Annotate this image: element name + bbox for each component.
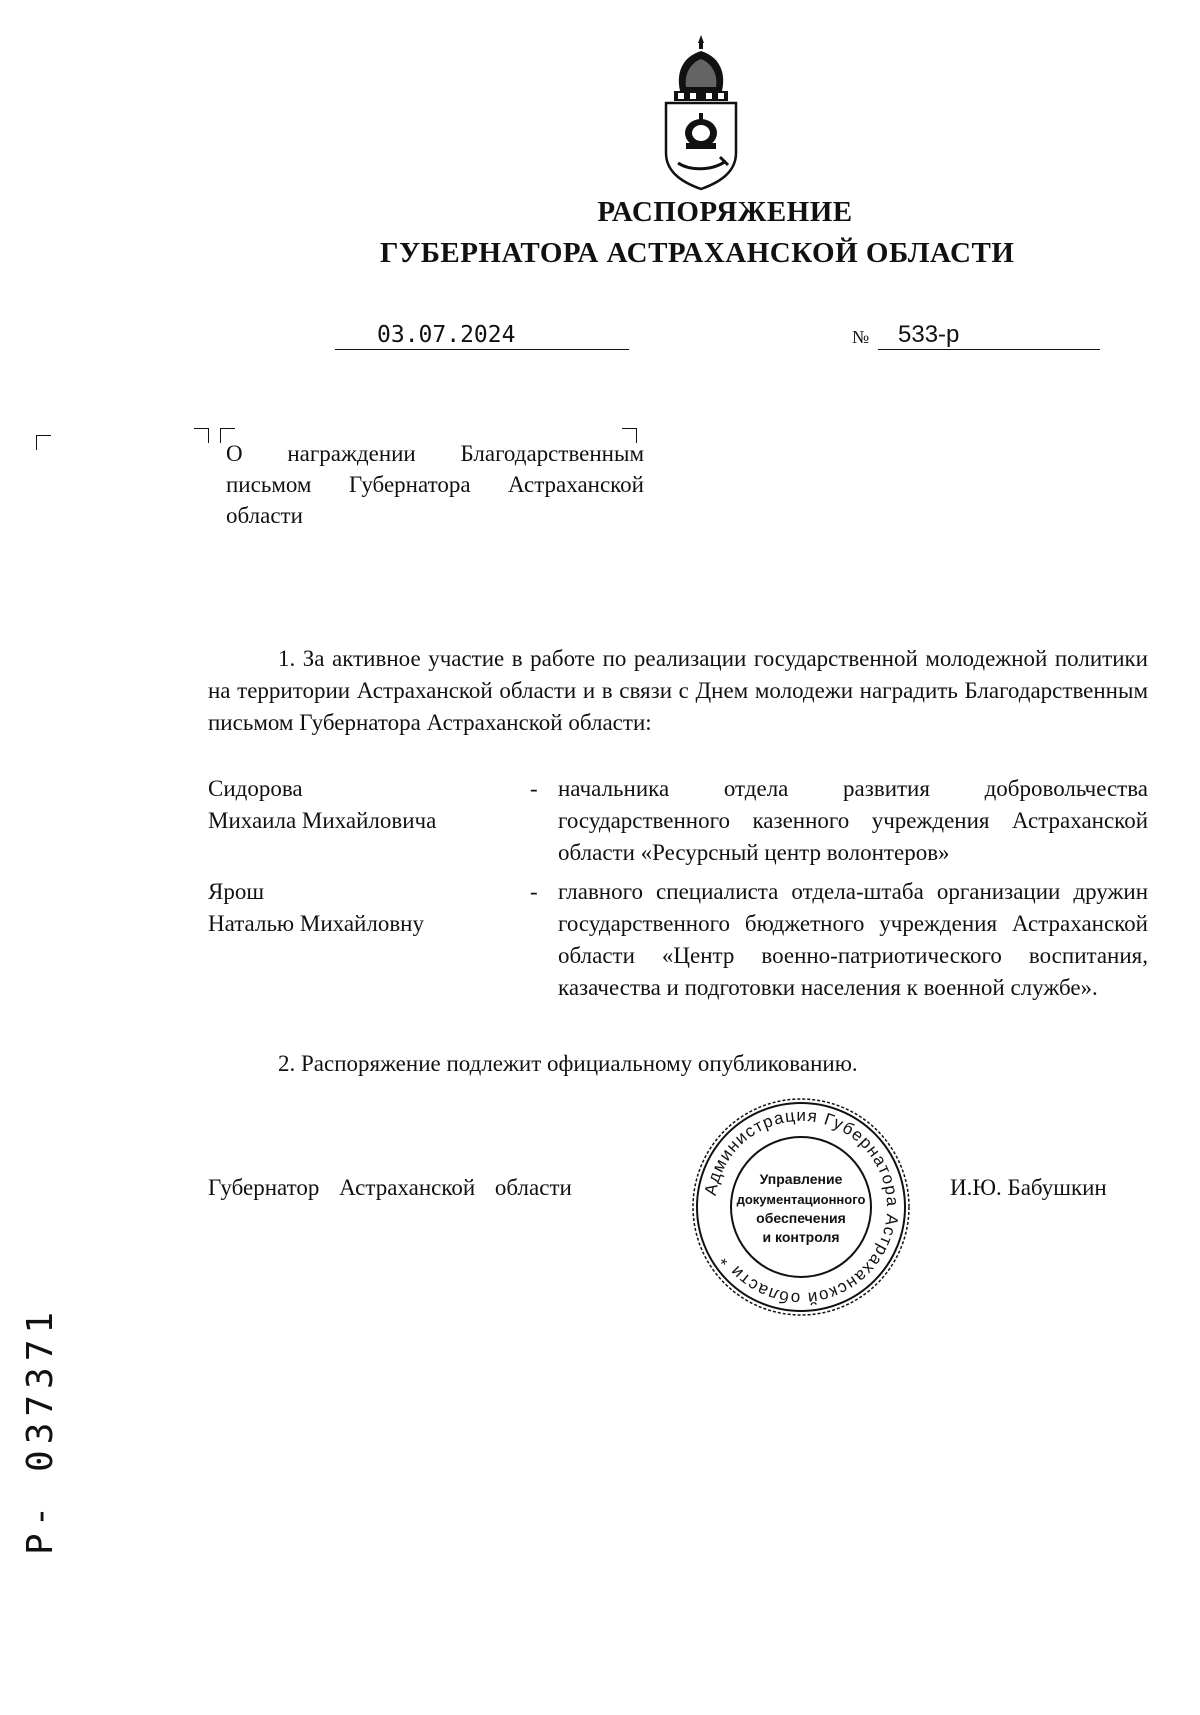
issuer-title: ГУБЕРНАТОРА АСТРАХАНСКОЙ ОБЛАСТИ xyxy=(380,237,1015,269)
number-label: № xyxy=(852,327,870,347)
svg-text:обеспечения: обеспечения xyxy=(756,1210,846,1226)
awardee-2-surname: Ярош xyxy=(208,879,265,904)
svg-text:и контроля: и контроля xyxy=(762,1229,840,1245)
awardee-1-position: начальника отдела развития добровольчества государственного казенного учреждения Астраханской области «Ресурсный центр волонтеров» xyxy=(558,776,1148,865)
svg-text:документационного: документационного xyxy=(736,1192,866,1207)
svg-text:Администрация Губернатора Астр: Администрация Губернатора Астраханской области * xyxy=(700,1105,903,1309)
document-title: РАСПОРЯЖЕНИЕ xyxy=(597,196,853,228)
registration-number: Р- 037371 xyxy=(20,1305,61,1555)
signatory-position: Губернатор Астраханской области xyxy=(208,1175,572,1200)
awardee-1-given-name: Михаила Михайловича xyxy=(208,808,437,833)
svg-text:Управление: Управление xyxy=(759,1171,843,1187)
awardee-2-position: главного специалиста отдела-штаба организации дружин государственного бюджетного учреждения Астраханской области «Центр военно-патриотического воспитания, казачества и подготовки населения к военной службе». xyxy=(558,879,1148,1000)
awardee-2-dash: - xyxy=(530,879,538,904)
awardee-1-dash: - xyxy=(530,776,538,801)
paragraph-2: 2. Распоряжение подлежит официальному опубликованию. xyxy=(278,1051,858,1076)
signatory-name: И.Ю. Бабушкин xyxy=(950,1175,1107,1200)
coat-of-arms-icon xyxy=(660,33,742,191)
document-date: 03.07.2024 xyxy=(335,321,629,350)
corner-mark xyxy=(194,428,209,443)
document-subject: О награждении Благодарственным письмом Губернатора Астраханской области xyxy=(226,441,644,528)
document-number: 533-р xyxy=(878,321,1100,350)
awardee-1-surname: Сидорова xyxy=(208,776,303,801)
awardee-2-given-name: Наталью Михайловну xyxy=(208,911,424,936)
corner-mark xyxy=(36,435,51,450)
official-stamp-icon xyxy=(690,1096,912,1318)
paragraph-1: 1. За активное участие в работе по реализации государственной молодежной политики на территории Астраханской области и в связи с Днем молодежи наградить Благодарственным письмом Губернатора Астраханской области: xyxy=(208,646,1148,735)
